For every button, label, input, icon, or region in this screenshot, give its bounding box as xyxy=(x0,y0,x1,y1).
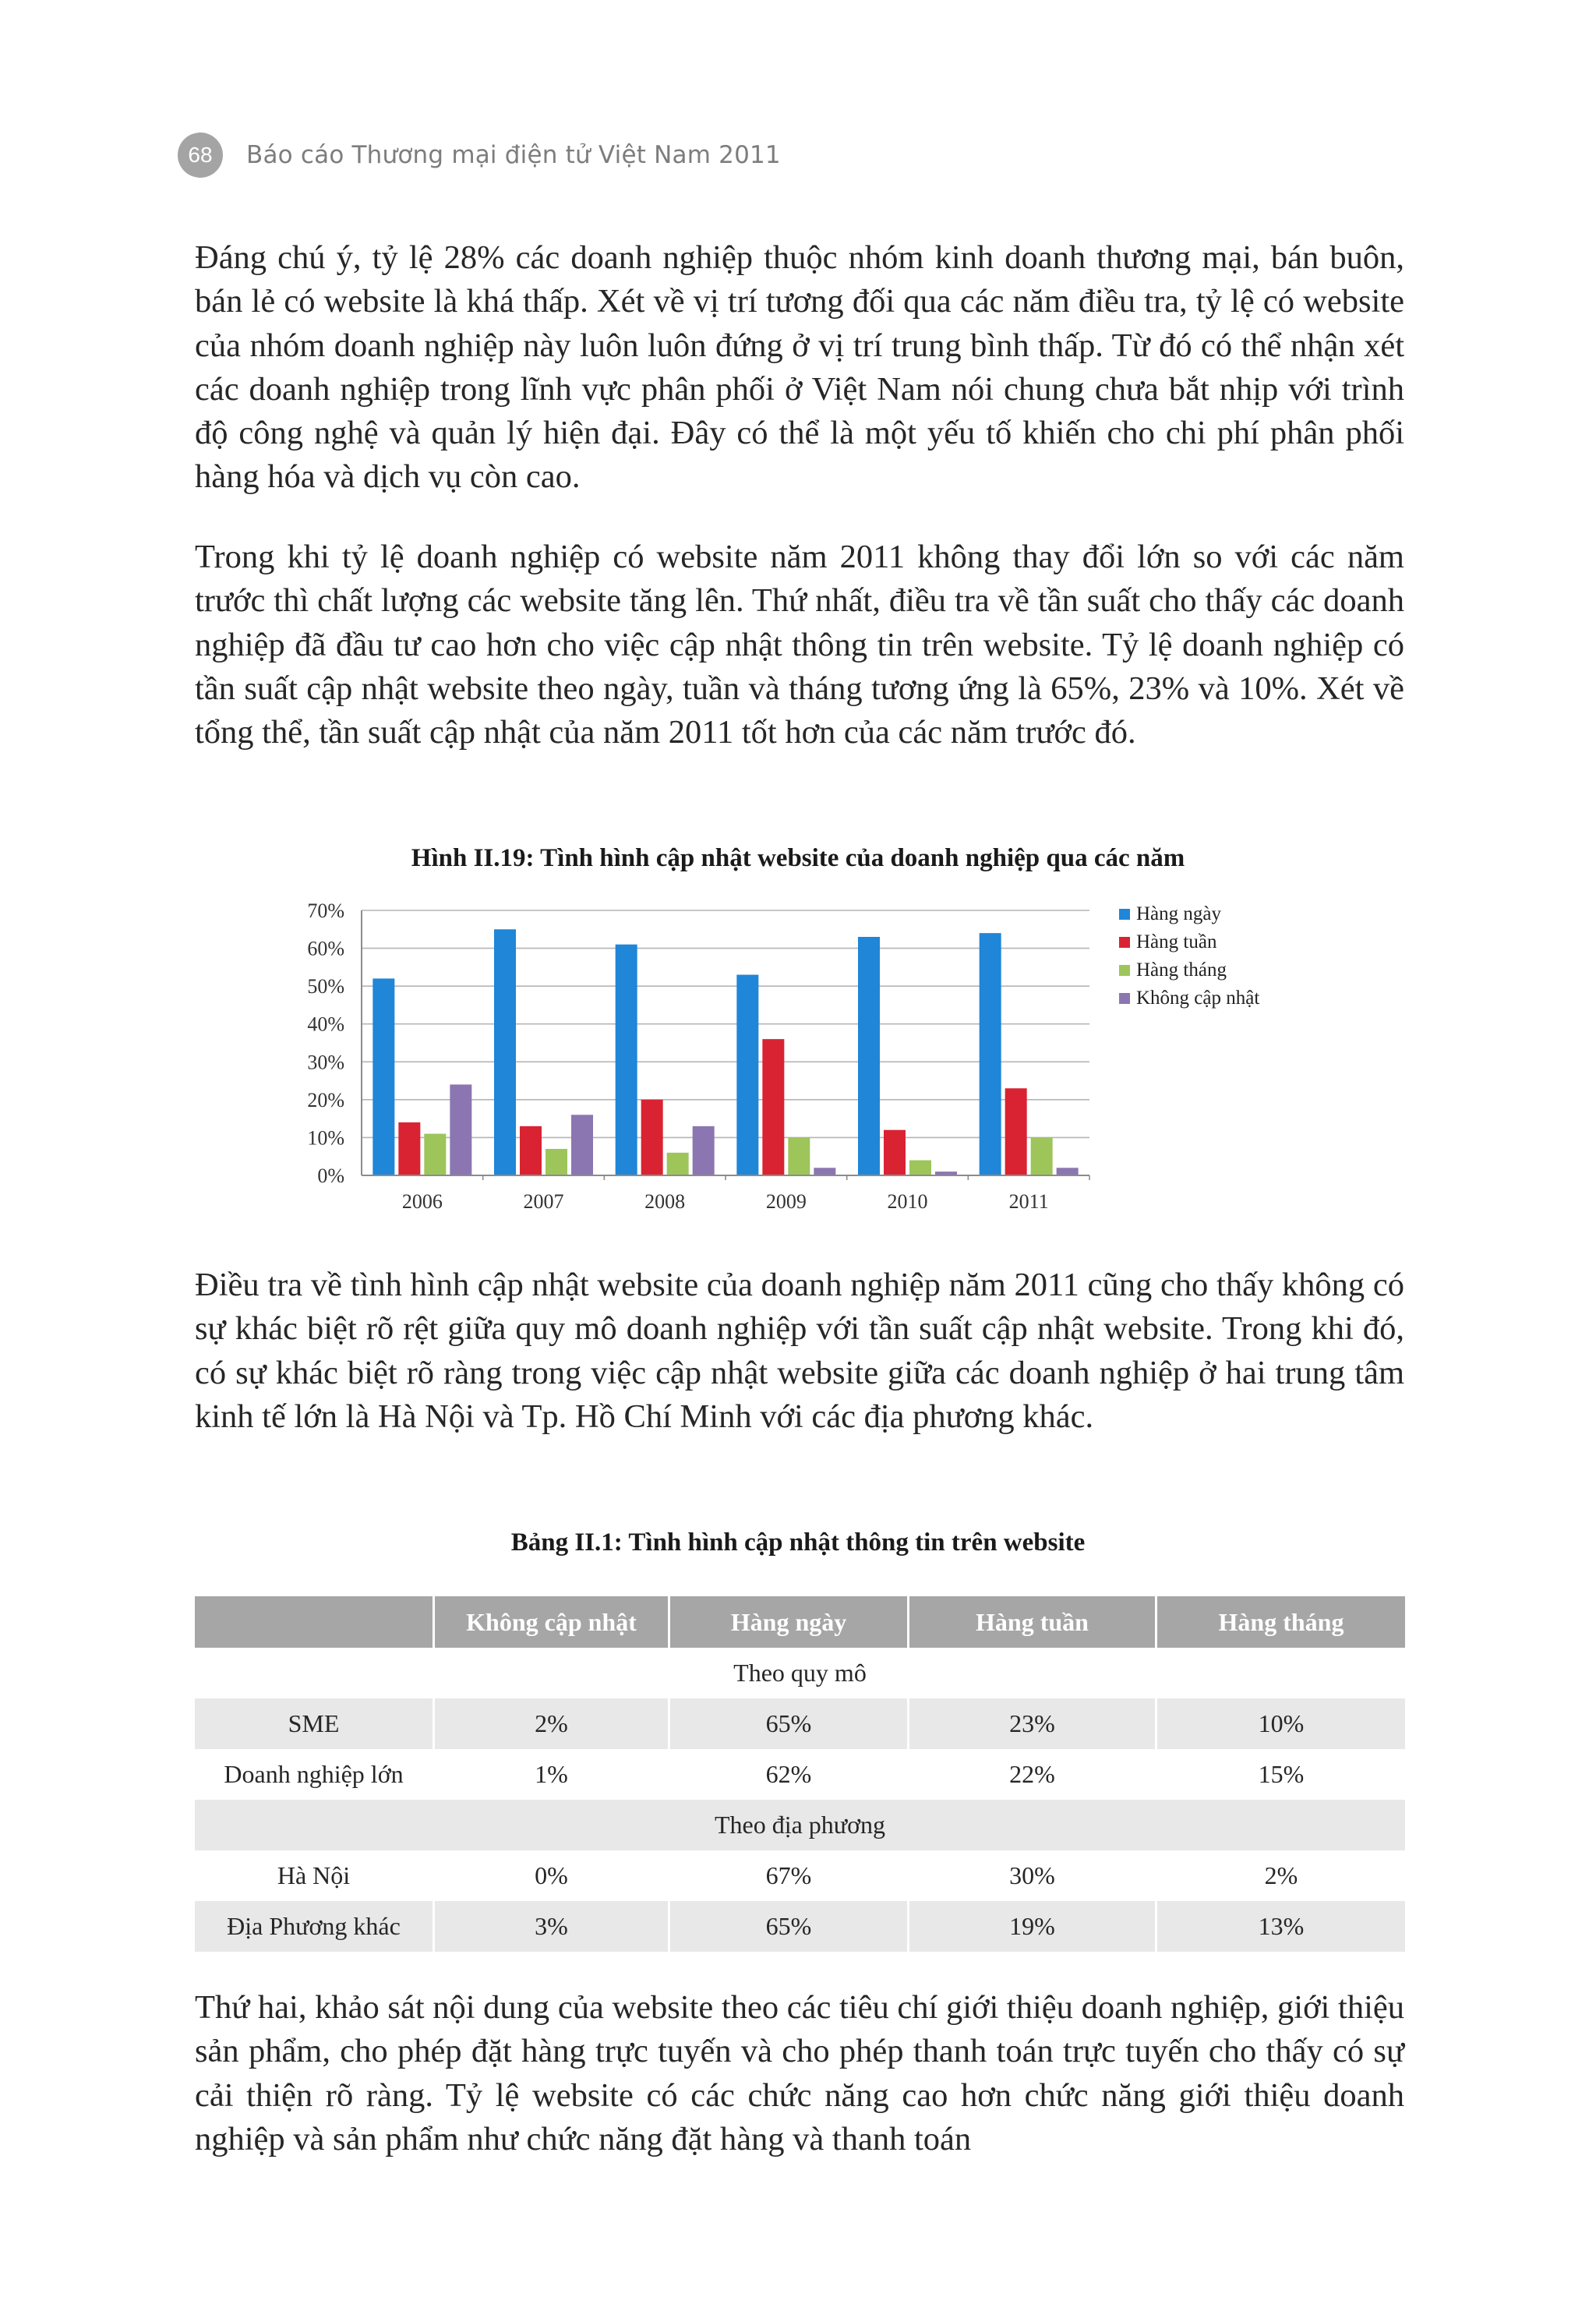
bar xyxy=(814,1168,835,1175)
table-cell: 19% xyxy=(907,1901,1155,1952)
bar xyxy=(520,1126,542,1175)
header-hang-ngay: Hàng ngày xyxy=(668,1596,907,1648)
bar xyxy=(494,929,516,1175)
bar xyxy=(424,1134,446,1175)
table-cell: 65% xyxy=(668,1698,907,1749)
figure-caption: Hình II.19: Tình hình cập nhật website của doanh nghiệp qua các năm xyxy=(411,844,1185,872)
group-label: Theo địa phương xyxy=(195,1800,1405,1850)
x-tick-label: 2006 xyxy=(401,1190,443,1213)
legend-label: Hàng tháng xyxy=(1136,959,1227,981)
bar xyxy=(398,1122,420,1175)
row-label: Địa Phương khác xyxy=(195,1901,433,1952)
row-label: SME xyxy=(195,1698,433,1749)
x-tick-label: 2008 xyxy=(644,1190,686,1213)
table-cell: 67% xyxy=(668,1850,907,1901)
table-cell: 62% xyxy=(668,1749,907,1800)
bar xyxy=(884,1130,906,1175)
bar xyxy=(1031,1137,1053,1175)
bar xyxy=(858,937,880,1175)
table-cell: 10% xyxy=(1155,1698,1405,1749)
table-cell: 23% xyxy=(907,1698,1155,1749)
bar xyxy=(788,1137,810,1175)
table-row xyxy=(195,1901,1405,1952)
x-tick-label: 2007 xyxy=(523,1190,564,1213)
bar xyxy=(373,978,394,1175)
update-frequency-table xyxy=(195,1596,1405,1952)
x-tick-label: 2010 xyxy=(887,1190,928,1213)
header-corner xyxy=(195,1596,433,1648)
table-cell: 2% xyxy=(433,1698,668,1749)
table-cell: 30% xyxy=(907,1850,1155,1901)
group-label: Theo quy mô xyxy=(195,1648,1405,1698)
table-row xyxy=(195,1749,1405,1800)
bar xyxy=(1057,1168,1079,1175)
bar xyxy=(546,1149,567,1175)
legend-label: Hàng tuần xyxy=(1136,931,1217,952)
y-tick-label: 30% xyxy=(307,1051,344,1074)
header-hang-tuan: Hàng tuần xyxy=(907,1596,1155,1648)
table-caption: Bảng II.1: Tình hình cập nhật thông tin trên website xyxy=(510,1528,1086,1557)
table-row xyxy=(195,1698,1405,1749)
bar xyxy=(980,933,1001,1175)
x-tick-label: 2011 xyxy=(1008,1190,1049,1213)
bar xyxy=(762,1039,784,1175)
paragraph-2: Trong khi tỷ lệ doanh nghiệp có website năm 2011 không thay đổi lớn so với các năm trước thì chất lượng các website tăng lên. Thứ nhất, điều tra về tần suất cho thấy các doanh nghiệp đã đầu tư cao hơn cho việc cập nhật thông tin trên website. Tỷ lệ doanh nghiệp có tần suất cập nhật website theo ngày, tuần và tháng tương ứng là 65%, 23% và 10%. Xét về tổng thể, tần suất cập nhật của năm 2011 tốt hơn của các năm trước đó. xyxy=(195,539,1404,751)
y-tick-label: 40% xyxy=(307,1012,344,1036)
bar xyxy=(616,945,637,1175)
legend-swatch xyxy=(1119,937,1130,948)
x-tick-label: 2009 xyxy=(765,1190,807,1213)
header-khong-cap-nhat: Không cập nhật xyxy=(433,1596,668,1648)
legend-swatch xyxy=(1119,909,1130,920)
table-cell: 65% xyxy=(668,1901,907,1952)
table-cell: 15% xyxy=(1155,1749,1405,1800)
table-row xyxy=(195,1850,1405,1901)
bar xyxy=(736,975,758,1175)
bar xyxy=(450,1084,471,1175)
y-tick-label: 0% xyxy=(317,1164,344,1187)
legend-label: Không cập nhật xyxy=(1136,988,1260,1009)
bar-chart xyxy=(281,889,1317,1216)
page-number-badge: 68 xyxy=(178,133,223,178)
y-tick-label: 50% xyxy=(307,975,344,998)
group-row-quy-mo xyxy=(195,1648,1405,1698)
bar xyxy=(667,1153,689,1175)
y-tick-label: 10% xyxy=(307,1126,344,1150)
running-title: Báo cáo Thương mại điện tử Việt Nam 2011 xyxy=(246,141,781,169)
group-row-dia-phuong xyxy=(195,1800,1405,1850)
row-label: Hà Nội xyxy=(195,1850,433,1901)
table-cell: 2% xyxy=(1155,1850,1405,1901)
legend-swatch xyxy=(1119,993,1130,1004)
table-cell: 3% xyxy=(433,1901,668,1952)
legend-swatch xyxy=(1119,965,1130,976)
bar xyxy=(693,1126,715,1175)
row-label: Doanh nghiệp lớn xyxy=(195,1749,433,1800)
bar xyxy=(641,1100,663,1175)
header-hang-thang: Hàng tháng xyxy=(1155,1596,1405,1648)
bar xyxy=(571,1115,593,1175)
legend-label: Hàng ngày xyxy=(1136,903,1221,924)
bar xyxy=(1005,1088,1027,1175)
paragraph-1: Đáng chú ý, tỷ lệ 28% các doanh nghiệp thuộc nhóm kinh doanh thương mại, bán buôn, bán lẻ có website là khá thấp. Xét về vị trí tương đối qua các năm điều tra, tỷ lệ có website của nhóm doanh nghiệp này luôn luôn đứng ở vị trí trung bình thấp. Từ đó có thể nhận xét các doanh nghiệp trong lĩnh vực phân phối ở Việt Nam nói chung chưa bắt nhịp với trình độ công nghệ và quản lý hiện đại. Đây có thể là một yếu tố khiến cho chi phí phân phối hàng hóa và dịch vụ còn cao. xyxy=(195,239,1404,496)
table-cell: 13% xyxy=(1155,1901,1405,1952)
bar xyxy=(909,1161,931,1175)
table-cell: 1% xyxy=(433,1749,668,1800)
table-cell: 22% xyxy=(907,1749,1155,1800)
y-tick-label: 60% xyxy=(307,937,344,960)
y-tick-label: 70% xyxy=(307,899,344,922)
page-header xyxy=(178,133,781,178)
y-tick-label: 20% xyxy=(307,1088,344,1111)
paragraph-3: Điều tra về tình hình cập nhật website của doanh nghiệp năm 2011 cũng cho thấy không có sự khác biệt rõ rệt giữa quy mô doanh nghiệp với tần suất cập nhật website. Trong khi đó, có sự khác biệt rõ ràng trong việc cập nhật website giữa các doanh nghiệp ở hai trung tâm kinh tế lớn là Hà Nội và Tp. Hồ Chí Minh với các địa phương khác. xyxy=(195,1267,1404,1435)
table-cell: 0% xyxy=(433,1850,668,1901)
paragraph-4: Thứ hai, khảo sát nội dung của website theo các tiêu chí giới thiệu doanh nghiệp, giới thiệu sản phẩm, cho phép đặt hàng trực tuyến và cho phép thanh toán trực tuyến cho thấy có sự cải thiện rõ ràng. Tỷ lệ website có các chức năng cao hơn chức năng giới thiệu doanh nghiệp và sản phẩm như chức năng đặt hàng và thanh toán xyxy=(195,1989,1404,2157)
table-header-row xyxy=(195,1596,1405,1648)
